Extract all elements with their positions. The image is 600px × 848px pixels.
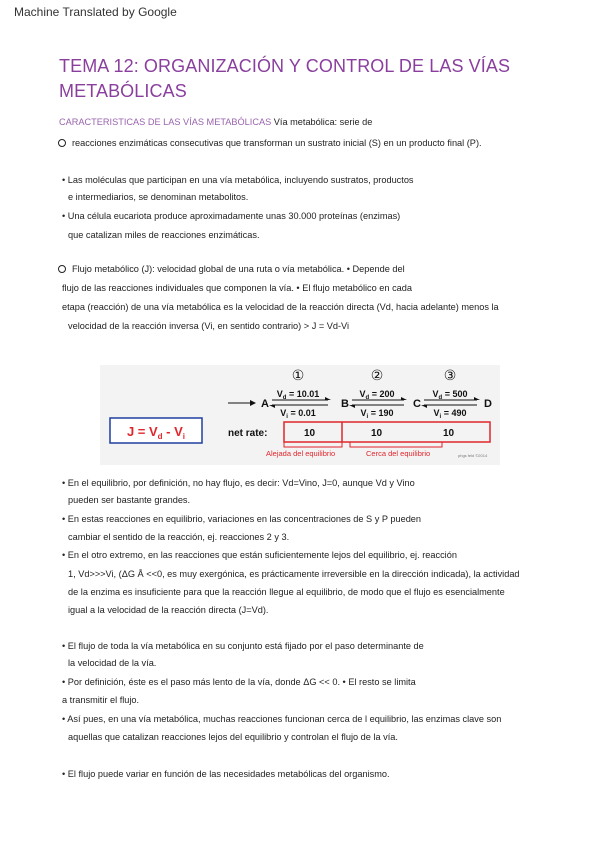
para2-line: Flujo metabólico (J): velocidad global de una ruta o vía metabólica. • Depende del	[72, 264, 405, 274]
step-1-vd: $V_d = 10.01$	[276, 389, 320, 401]
intro-line-1	[59, 117, 372, 127]
para2-line: velocidad de la reacción inversa (Vi, en sentido contrario) > J = Vd-Vi	[68, 321, 350, 331]
intro-text: Vía metabólica: serie de	[273, 117, 373, 127]
flux-formula: $J = V_d - V_i$	[126, 424, 186, 441]
net-rate-label: net rate:	[228, 428, 268, 439]
net-rate-3: 10	[443, 428, 455, 439]
para3-line: cambiar el sentido de la reacción, ej. reacciones 2 y 3.	[68, 532, 290, 542]
step-1-vi: $V_i = 0.01$	[280, 408, 316, 420]
near-equilibrium-label: Cerca del equilibrio	[366, 449, 431, 458]
page-title	[59, 54, 579, 104]
para4-line: a transmitir el flujo.	[62, 695, 140, 705]
bullet-circle-icon	[58, 139, 66, 147]
bullet-circle-icon	[58, 265, 66, 273]
para1-line: • Una célula eucariota produce aproximadamente unas 30.000 proteínas (enzimas)	[62, 211, 401, 221]
para3-line: • En estas reacciones en equilibrio, variaciones en las concentraciones de S y P pueden	[62, 514, 422, 524]
step-3-vi: $V_i = 490$	[433, 408, 467, 420]
section-heading: CARACTERISTICAS DE LAS VÍAS METABÓLICAS	[59, 117, 272, 127]
para4-line: • Por definición, éste es el paso más lento de la vía, donde ΔG << 0. • El resto se limita	[62, 677, 416, 687]
intro-line-2: reacciones enzimáticas consecutivas que transforman un sustrato inicial (S) en un producto final (P).	[72, 138, 482, 148]
para3-line: 1, Vd>>>Vi, (ΔG Å <<0, es muy exergónica, es prácticamente irreversible en la dirección indicada), la actividad	[68, 569, 520, 579]
far-equilibrium-label: Alejada del equilibrio	[266, 449, 336, 458]
species-d: D	[484, 398, 492, 410]
title-line-1: TEMA 12: ORGANIZACIÓN Y CONTROL DE LAS VÍAS	[59, 56, 511, 76]
para1-line: e intermediarios, se denominan metabolitos.	[68, 192, 249, 202]
para3-line: • En el equilibrio, por definición, no hay flujo, es decir: Vd=Vino, J=0, aunque Vd y Vino	[62, 478, 415, 488]
para5-line: • El flujo puede variar en función de las necesidades metabólicas del organismo.	[62, 769, 390, 779]
para4-line: • Así pues, en una vía metabólica, muchas reacciones funcionan cerca de l equilibrio, las enzimas clave son	[62, 714, 502, 724]
title-line-2: METABÓLICAS	[59, 81, 187, 101]
para4-line: la velocidad de la vía.	[68, 658, 157, 668]
para3-line: pueden ser bastante grandes.	[68, 495, 191, 505]
net-rate-1: 10	[304, 428, 316, 439]
figure-credit: phgs feld ©2014	[458, 453, 488, 458]
para2-line: flujo de las reacciones individuales que componen la vía. • El flujo metabólico en cada	[62, 283, 412, 293]
step-2-vi: $V_i = 190$	[360, 408, 394, 420]
step-2-number: ②	[370, 368, 384, 384]
para3-line: de la enzima es insuficiente para que la reacción llegue al equilibrio, de modo que el flujo es esencialmente	[68, 587, 505, 597]
step-2-vd: $V_d = 200$	[359, 389, 395, 401]
para4-line: aquellas que catalizan reacciones lejos del equilibrio y controlan el flujo de la vía.	[68, 732, 398, 742]
flux-diagram	[100, 365, 500, 465]
para1-line: • Las moléculas que participan en una vía metabólica, incluyendo sustratos, productos	[62, 175, 414, 185]
step-3-number: ③	[443, 368, 457, 384]
para4-line: • El flujo de toda la vía metabólica en su conjunto está fijado por el paso determinante de	[62, 641, 424, 651]
para3-line: igual a la velocidad de la reacción directa (J=Vd).	[68, 605, 269, 615]
translation-banner: Machine Translated by Google	[14, 5, 177, 19]
para2-line: etapa (reacción) de una vía metabólica es la velocidad de la reacción directa (Vd, hacia adelante) menos la	[62, 302, 499, 312]
para1-line: que catalizan miles de reacciones enzimáticas.	[68, 230, 260, 240]
step-3-vd: $V_d = 500$	[432, 389, 468, 401]
step-1-number: ①	[291, 368, 305, 384]
species-b: B	[341, 398, 349, 410]
net-rate-2: 10	[371, 428, 383, 439]
species-a: A	[261, 398, 269, 410]
para3-line: • En el otro extremo, en las reacciones que están suficientemente lejos del equilibrio, ej. reacción	[62, 550, 457, 560]
species-c: C	[413, 398, 421, 410]
